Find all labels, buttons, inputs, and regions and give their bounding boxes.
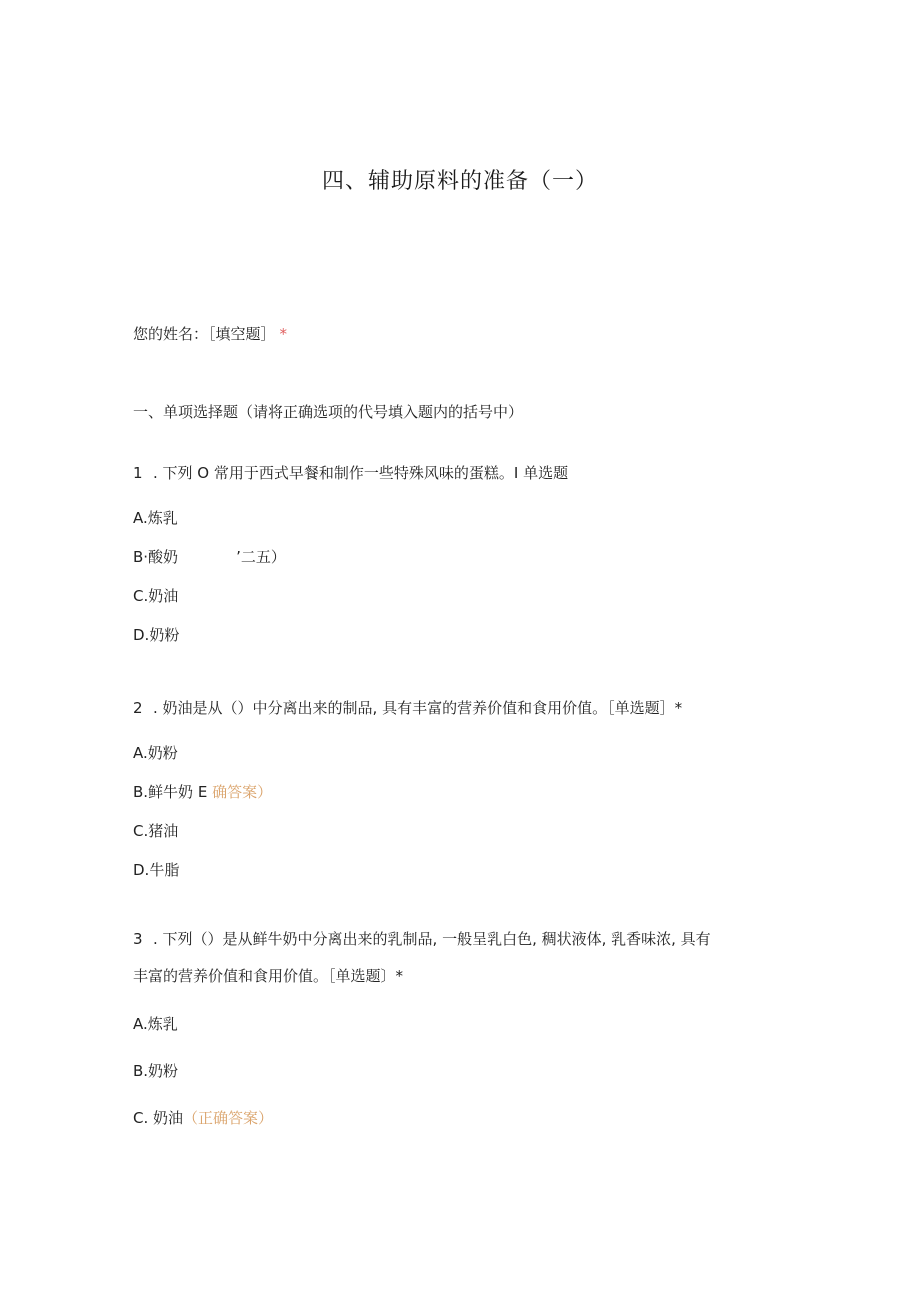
correct-answer-note: 确答案） (212, 783, 273, 801)
name-field (133, 324, 287, 344)
question-text: . 下列 O 常用于西式早餐和制作一些特殊风味的蛋糕。I 单选题 (153, 464, 569, 482)
q2-option-d[interactable]: D.牛脂 (133, 861, 180, 879)
q1-option-b[interactable] (133, 547, 286, 567)
question-number: 1 (133, 464, 143, 482)
q3-option-c[interactable] (133, 1108, 273, 1128)
q3-option-a[interactable]: A.炼乳 (133, 1015, 178, 1033)
question-1 (133, 463, 568, 483)
option-label: C. 奶油 (133, 1109, 184, 1127)
q3-option-b[interactable]: B.奶粉 (133, 1062, 179, 1080)
q2-option-b[interactable] (133, 782, 272, 802)
option-label: B·酸奶 (133, 548, 179, 566)
q1-option-d[interactable]: D.奶粉 (133, 626, 180, 644)
question-text: . 奶油是从（）中分离出来的制品, 具有丰富的营养价值和食用价值。［单选题］* (153, 699, 683, 717)
option-label: B.鲜牛奶 E (133, 783, 208, 801)
required-star: * (279, 325, 288, 343)
q1-option-c[interactable]: C.奶油 (133, 587, 179, 605)
question-number: 2 (133, 699, 143, 717)
page-title: 四、辅助原料的准备（一） (321, 169, 598, 194)
question-number: 3 (133, 930, 143, 948)
question-text: . 下列（）是从鲜牛奶中分离出来的乳制品, 一般呈乳白色, 稠状液体, 乳香味浓, 具有 (153, 930, 711, 948)
option-note: ’二五） (236, 548, 286, 566)
q2-option-c[interactable]: C.猪油 (133, 822, 179, 840)
q2-option-a[interactable]: A.奶粉 (133, 744, 178, 762)
question-2 (133, 698, 682, 718)
section-heading: 一、单项选择题（请将正确选项的代号填入题内的括号中） (133, 403, 524, 421)
name-field-label: 您的姓名：［填空题］ (133, 325, 276, 343)
q1-option-a[interactable]: A.炼乳 (133, 509, 178, 527)
question-3 (133, 929, 711, 949)
question-3-continued: 丰富的营养价值和食用价值。［单选题〕* (133, 967, 404, 985)
correct-answer-note: （正确答案） (183, 1109, 274, 1127)
